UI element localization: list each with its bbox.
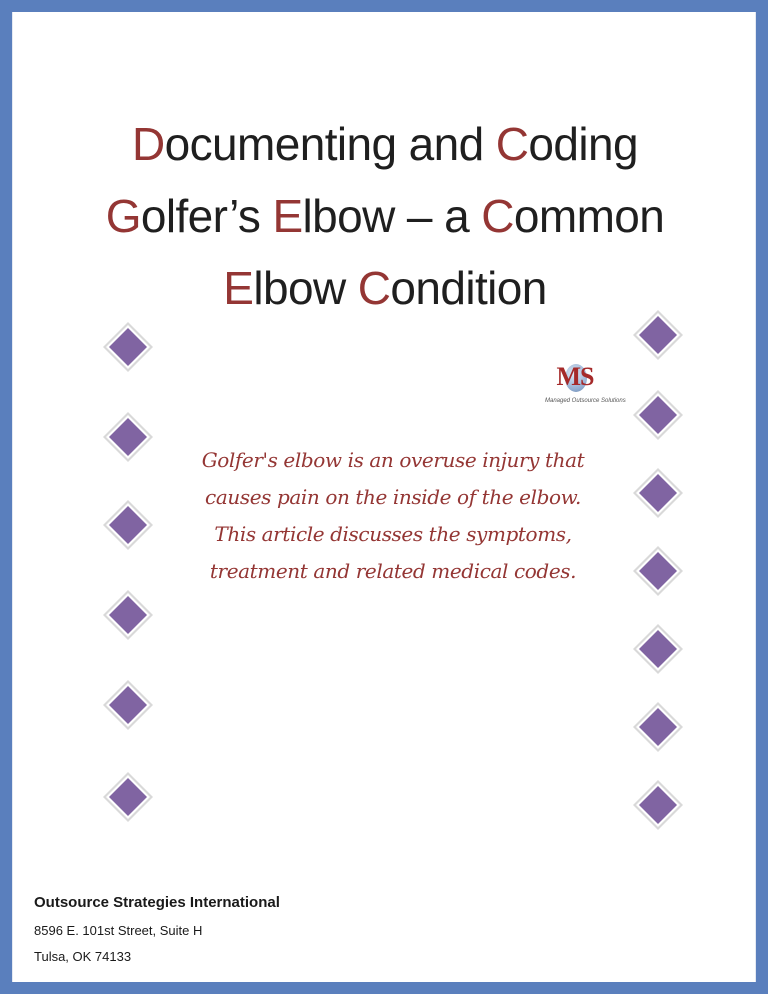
organization-name: Outsource Strategies International <box>34 894 280 911</box>
title-line-1: Documenting and Coding <box>132 118 638 170</box>
footer-contact <box>34 888 280 970</box>
diamond-icon <box>101 588 155 642</box>
diamond-icon <box>101 320 155 374</box>
diamond-icon <box>101 678 155 732</box>
diamond-icon <box>101 410 155 464</box>
logo-mark: MS <box>556 362 594 391</box>
diamond-icon <box>631 622 685 676</box>
company-logo <box>543 360 626 412</box>
diamond-icon <box>631 308 685 362</box>
title-line-3: Elbow Condition <box>223 262 547 314</box>
document-page <box>12 12 756 982</box>
diamond-icon <box>631 388 685 442</box>
diamond-icon <box>631 700 685 754</box>
diamond-icon <box>631 544 685 598</box>
article-summary: Golfer's elbow is an overuse injury that causes pain on the inside of the elbow. This article discusses the symptoms, treatment and related medical codes. <box>201 448 585 583</box>
logo-tagline: Managed Outsource Solutions <box>545 398 626 404</box>
address-line-2: Tulsa, OK 74133 <box>34 949 132 964</box>
diamond-icon <box>101 498 155 552</box>
diamond-icon <box>631 778 685 832</box>
title-line-2: Golfer’s Elbow – a Common <box>105 190 665 242</box>
document-title <box>13 108 757 324</box>
diamond-icon <box>631 466 685 520</box>
diamond-icon <box>101 770 155 824</box>
address-line-1: 8596 E. 101st Street, Suite H <box>34 923 203 938</box>
